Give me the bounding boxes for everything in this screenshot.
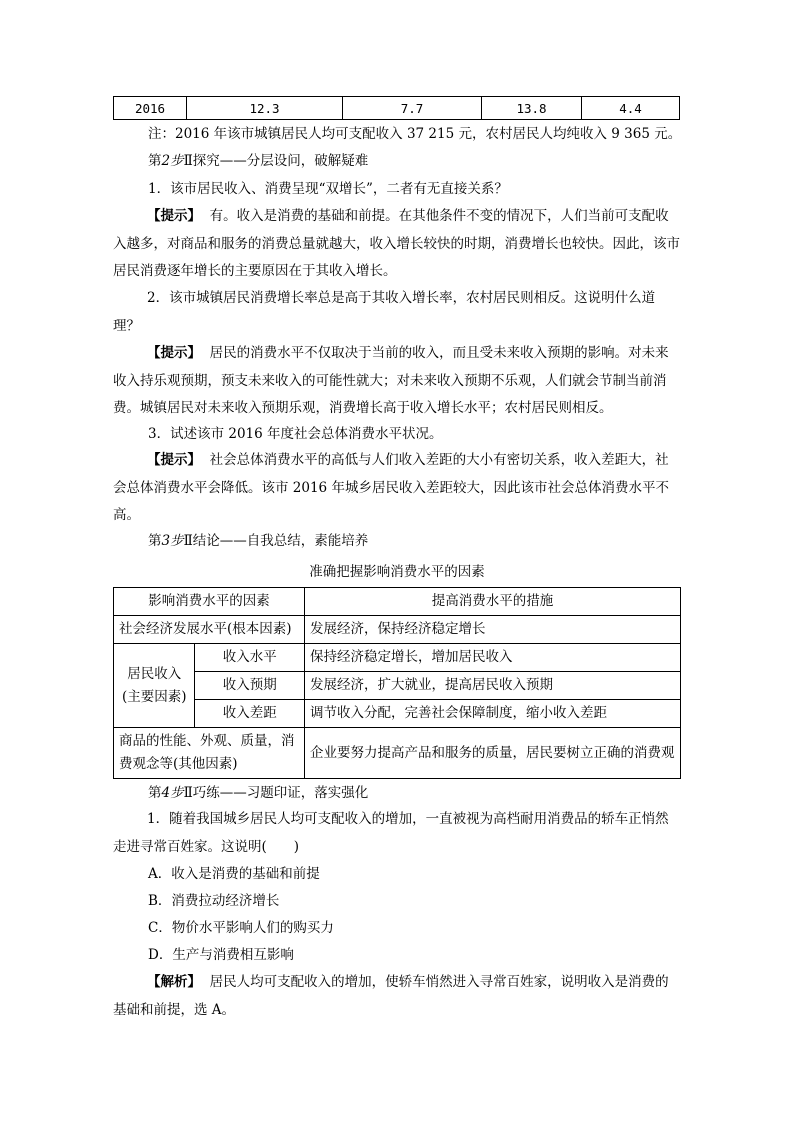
table-cell: 2016 [114, 97, 187, 120]
table-cell: 企业要努力提高产品和服务的质量，居民要树立正确的消费观 [305, 728, 681, 779]
table-cell: 发展经济，保持经济稳定增长 [305, 616, 681, 644]
step-number: 3步 [161, 533, 184, 549]
hint-text: 社会总体消费水平的高低与人们收入差距的大小有密切关系，收入差距大，社会总体消费水平会降低。该市 2016 年城乡居民收入差距较大，因此该市社会总体消费水平不高。 [113, 452, 669, 523]
table-cell: 发展经济，扩大就业，提高居民收入预期 [305, 672, 681, 700]
table-cell: 保持经济稳定增长，增加居民收入 [305, 644, 681, 672]
option-c: C．物价水平影响人们的购买力 [148, 920, 334, 936]
analysis-label: 【解析】 [147, 974, 201, 990]
table-cell: 居民收入(主要因素) [114, 644, 195, 728]
table-row [114, 97, 680, 120]
table-row [114, 616, 681, 644]
question-3: 3．试述该市 2016 年度社会总体消费水平状况。 [148, 426, 443, 442]
table-cell: 4.4 [582, 97, 680, 120]
hint-text: 有。收入是消费的基础和前提。在其他条件不变的情况下，人们当前可支配收入越多，对商品和服务的消费总量就越大，收入增长较快的时期，消费增长也较快。因此，该市居民消费逐年增长的主要原因在于其收入增长。 [113, 208, 680, 279]
hint-3 [113, 447, 681, 530]
hint-label: 【提示】 [147, 208, 201, 224]
option-b: B．消费拉动经济增长 [148, 893, 280, 909]
step-number: 2步 [161, 153, 184, 169]
table-cell: 7.7 [343, 97, 482, 120]
table-cell: 收入水平 [195, 644, 305, 672]
hint-2 [113, 340, 681, 423]
step-title: Ⅱ巧练——习题印证，落实强化 [183, 785, 369, 801]
income-table [113, 96, 680, 120]
table-row [114, 672, 681, 700]
question-1: 1．该市居民收入、消费呈现“双增长”，二者有无直接关系？ [148, 181, 508, 197]
hint-label: 【提示】 [147, 345, 201, 361]
table-cell: 调节收入分配，完善社会保障制度，缩小收入差距 [305, 700, 681, 728]
step-4-heading [148, 783, 718, 803]
table-row [114, 644, 681, 672]
hint-1 [113, 203, 681, 286]
table-note: 注：2016 年该市城镇居民人均可支配收入 37 215 元，农村居民人均纯收入 9 365 元。 [148, 126, 682, 142]
table-caption: 准确把握影响消费水平的因素 [309, 564, 485, 580]
table-cell: 社会经济发展水平(根本因素) [114, 616, 305, 644]
table-cell: 收入差距 [195, 700, 305, 728]
table-cell: 13.8 [482, 97, 582, 120]
step-2-heading [148, 151, 718, 171]
table-cell: 12.3 [187, 97, 343, 120]
hint-label: 【提示】 [147, 452, 201, 468]
question-2: 2．该市城镇居民消费增长率总是高于其收入增长率，农村居民则相反。这说明什么道理？ [113, 290, 656, 334]
header-cell: 影响消费水平的因素 [114, 588, 305, 616]
step-number: 4步 [161, 785, 184, 801]
factors-table [113, 587, 681, 779]
hint-text: 居民的消费水平不仅取决于当前的收入，而且受未来收入预期的影响。对未来收入持乐观预期，预支未来收入的可能性就大；对未来收入预期不乐观，人们就会节制当前消费。城镇居民对未来收入预期乐观，消费增长高于收入增长水平；农村居民则相反。 [113, 345, 669, 416]
option-a: A．收入是消费的基础和前提 [148, 866, 320, 882]
step-title: Ⅱ结论——自我总结，素能培养 [183, 533, 369, 549]
analysis-text: 居民人均可支配收入的增加，使轿车悄然进入寻常百姓家，说明收入是消费的基础和前提，选 A。 [113, 974, 669, 1018]
table-cell: 收入预期 [195, 672, 305, 700]
table-row [114, 700, 681, 728]
table-cell: 商品的性能、外观、质量，消费观念等(其他因素) [114, 728, 305, 779]
option-d: D．生产与消费相互影响 [148, 947, 294, 963]
table-row [114, 588, 681, 616]
exercise-question: 1．随着我国城乡居民人均可支配收入的增加，一直被视为高档耐用消费品的轿车正悄然走进寻常百姓家。这说明( ) [113, 811, 669, 855]
step-3-heading [148, 531, 718, 551]
step-title: Ⅱ探究——分层设问，破解疑难 [183, 153, 369, 169]
table-row [114, 728, 681, 779]
exercise-analysis [113, 969, 681, 1024]
step-prefix: 第 [148, 785, 162, 801]
step-prefix: 第 [148, 533, 162, 549]
step-prefix: 第 [148, 153, 162, 169]
header-cell: 提高消费水平的措施 [305, 588, 681, 616]
